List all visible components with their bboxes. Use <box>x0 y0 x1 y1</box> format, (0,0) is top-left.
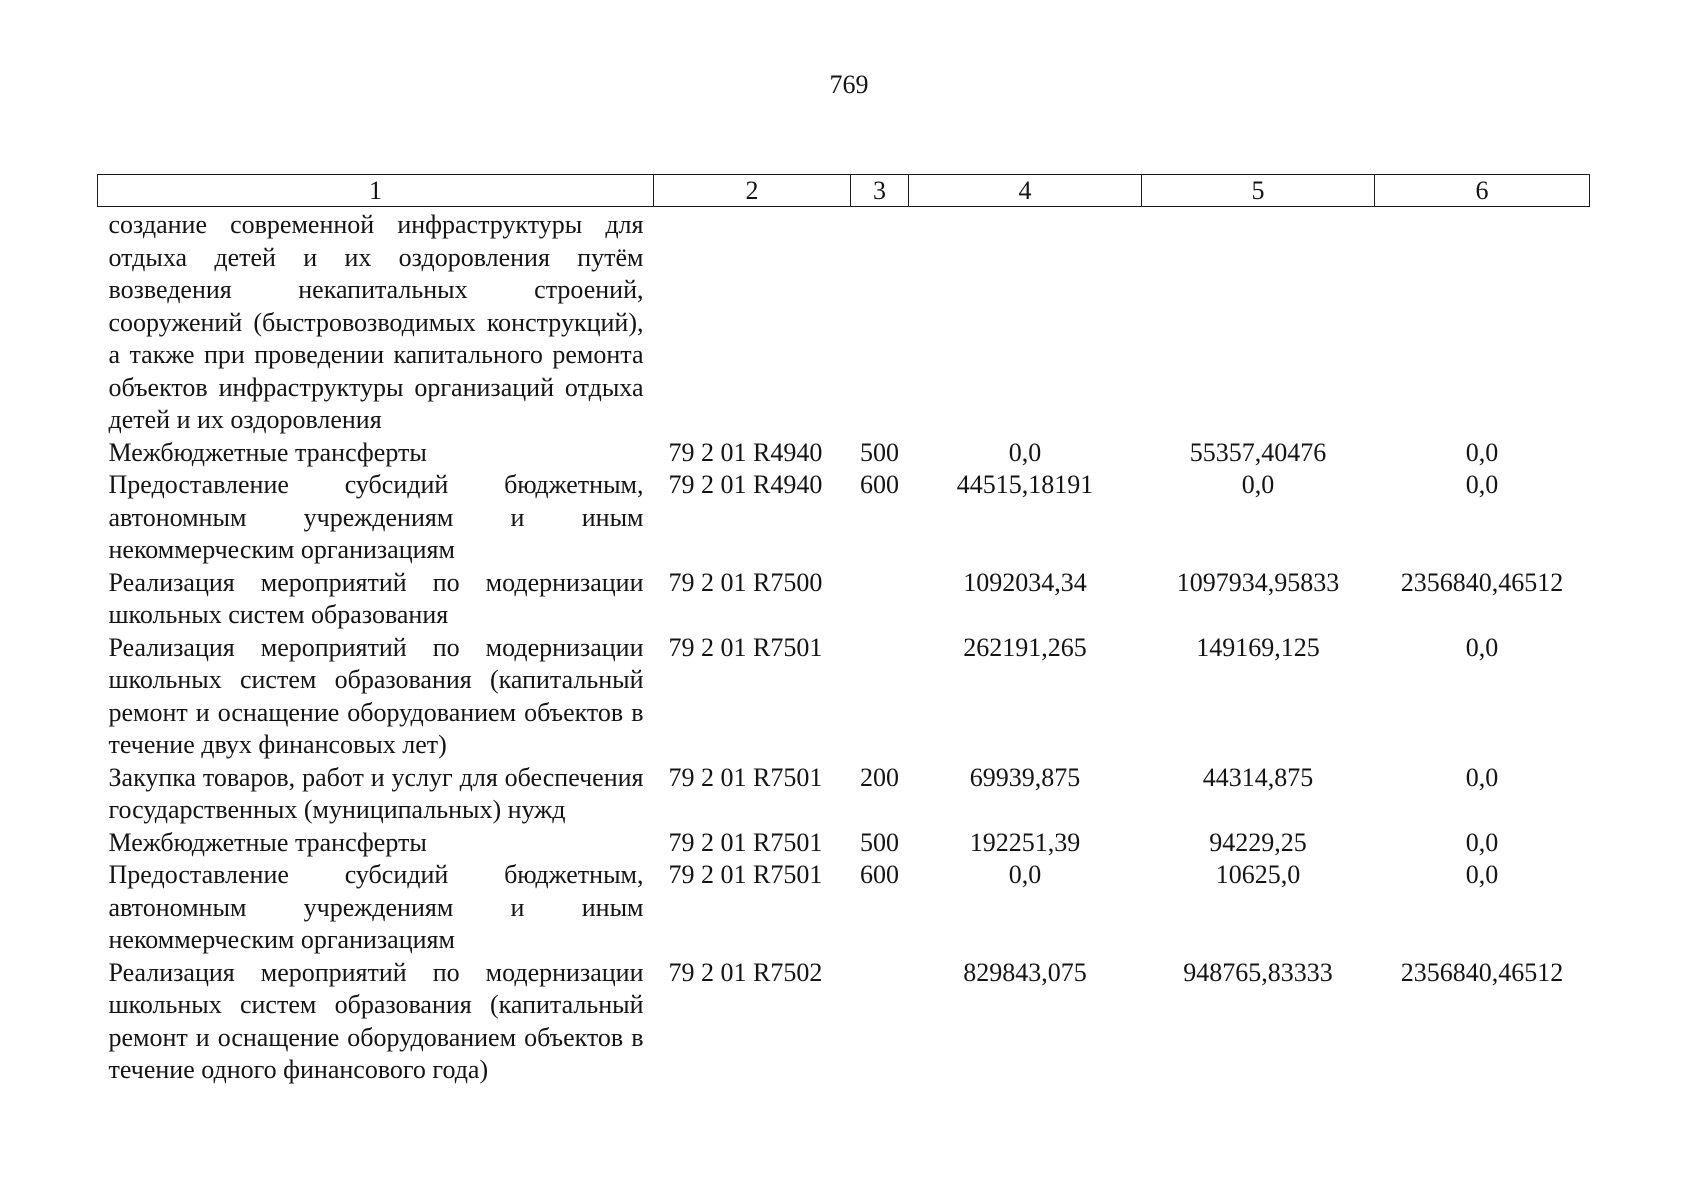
row-value-6: 2356840,46512 <box>1400 567 1564 597</box>
row-name: Реализация мероприятий по модернизации школьных систем образования <box>108 567 644 629</box>
row-value-4: 1092034,34 <box>963 567 1087 597</box>
row-code: 79 2 01 R7501 <box>668 860 823 889</box>
row-value-4: 0,0 <box>1008 437 1042 467</box>
row-name: создание современной инфраструктуры для отдыха детей и их оздоровления путём возведения некапитальных строений, сооружений (быстровозводимых конструкций), а также при проведении капитального ремонта объектов инфраструктуры организаций отдыха детей и их оздоровления <box>108 210 644 434</box>
row-name: Предоставление субсидий бюджетным, автономным учреждениям и иным некоммерческим организациям <box>108 860 644 954</box>
row-type: 500 <box>860 437 899 467</box>
row-value-5: 0,0 <box>1241 470 1275 499</box>
row-value-6: 0,0 <box>1465 437 1499 467</box>
table-row <box>98 762 1590 827</box>
column-header-6: 6 <box>1375 175 1590 207</box>
row-code: 79 2 01 R7501 <box>668 762 823 792</box>
table-row <box>98 207 1590 437</box>
row-value-6 <box>1375 207 1590 437</box>
row-value-4: 262191,265 <box>963 632 1087 662</box>
row-value-6: 0,0 <box>1465 860 1499 889</box>
row-code: 79 2 01 R4940 <box>668 470 823 499</box>
row-code: 79 2 01 R7501 <box>668 827 823 857</box>
row-type: 500 <box>860 827 899 857</box>
row-value-4: 44515,18191 <box>956 470 1094 499</box>
row-name: Межбюджетные трансферты <box>108 827 427 857</box>
row-code: 79 2 01 R7501 <box>668 632 823 662</box>
row-value-5: 44314,875 <box>1202 762 1314 792</box>
table-header-row <box>98 175 1590 207</box>
row-value-5: 55357,40476 <box>1189 437 1327 467</box>
column-header-2: 2 <box>654 175 851 207</box>
row-type: 600 <box>860 860 899 889</box>
row-value-4: 0,0 <box>1008 860 1042 889</box>
row-value-6: 2356840,46512 <box>1400 957 1564 987</box>
row-type <box>851 207 909 437</box>
table-row <box>98 859 1590 957</box>
row-value-6: 0,0 <box>1465 762 1499 792</box>
table-row <box>98 469 1590 567</box>
page-number: 769 <box>829 70 869 99</box>
row-value-5: 948765,83333 <box>1183 957 1333 987</box>
row-value-4 <box>909 207 1142 437</box>
column-header-5: 5 <box>1142 175 1375 207</box>
table-row <box>98 957 1590 1087</box>
row-value-5: 10625,0 <box>1215 860 1301 889</box>
row-value-6: 0,0 <box>1465 470 1499 499</box>
row-value-5: 149169,125 <box>1196 632 1320 662</box>
row-name: Закупка товаров, работ и услуг для обеспечения государственных (муниципальных) нужд <box>108 762 644 824</box>
table-row <box>98 827 1590 860</box>
row-type <box>851 632 909 762</box>
row-name: Межбюджетные трансферты <box>108 437 427 467</box>
column-header-4: 4 <box>909 175 1142 207</box>
row-value-4: 192251,39 <box>969 827 1081 857</box>
row-type <box>851 957 909 1087</box>
row-code: 79 2 01 R7502 <box>668 957 823 987</box>
row-type <box>851 567 909 632</box>
row-name: Предоставление субсидий бюджетным, автономным учреждениям и иным некоммерческим организациям <box>108 470 644 564</box>
row-value-4: 829843,075 <box>963 957 1087 987</box>
column-header-1: 1 <box>98 175 654 207</box>
row-type: 600 <box>860 470 899 499</box>
table-row <box>98 567 1590 632</box>
row-value-6: 0,0 <box>1465 632 1499 662</box>
row-type: 200 <box>860 762 899 792</box>
row-code: 79 2 01 R7500 <box>668 567 823 597</box>
row-name: Реализация мероприятий по модернизации школьных систем образования (капитальный ремонт и оснащение оборудованием объектов в течение одного финансового года) <box>108 957 644 1084</box>
row-code <box>654 207 851 437</box>
table-row <box>98 437 1590 470</box>
row-value-5: 1097934,95833 <box>1176 567 1340 597</box>
row-code: 79 2 01 R4940 <box>668 437 823 467</box>
row-value-4: 69939,875 <box>969 762 1081 792</box>
budget-table <box>97 174 1590 1087</box>
row-value-5: 94229,25 <box>1209 827 1307 857</box>
row-name: Реализация мероприятий по модернизации школьных систем образования (капитальный ремонт и оснащение оборудованием объектов в течение двух финансовых лет) <box>108 632 644 759</box>
row-value-6: 0,0 <box>1465 827 1499 857</box>
row-value-5 <box>1142 207 1375 437</box>
table-row <box>98 632 1590 762</box>
column-header-3: 3 <box>851 175 909 207</box>
